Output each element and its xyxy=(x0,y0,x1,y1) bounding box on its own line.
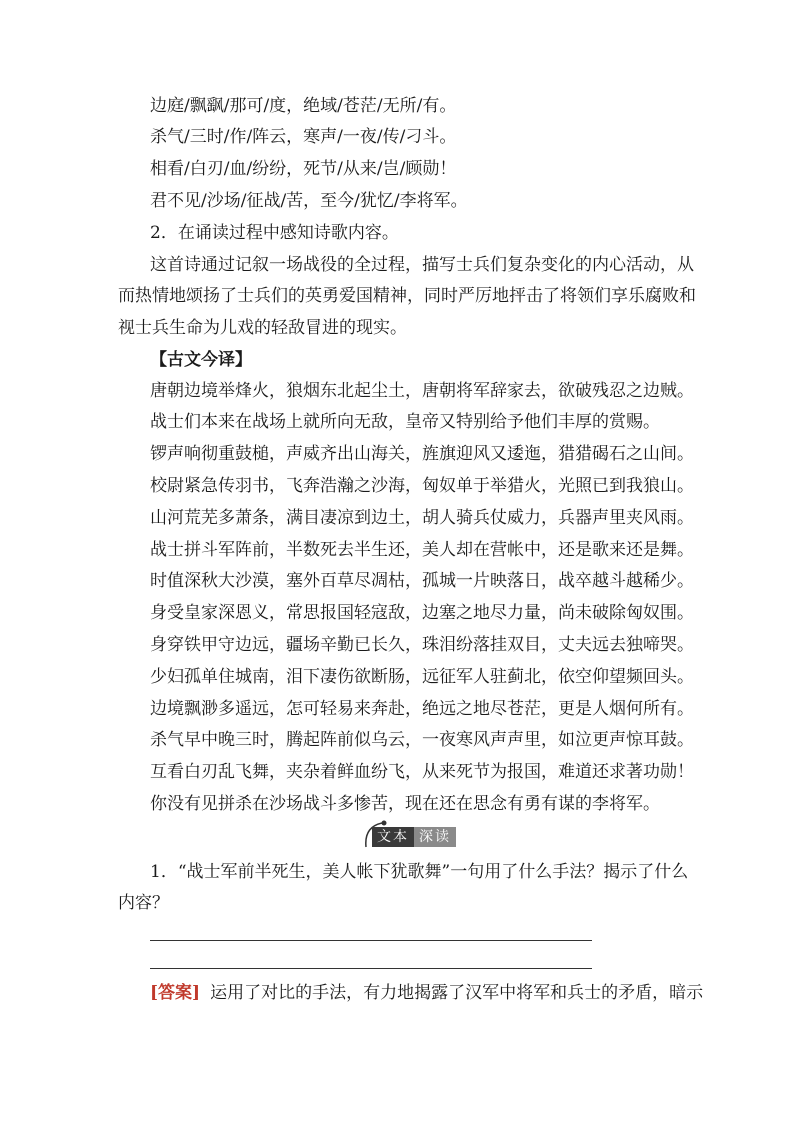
answer-line xyxy=(150,983,703,1003)
body-line: 视士兵生命为儿戏的轻敌冒进的现实。 xyxy=(118,318,407,338)
translation-line: 互看白刃乱飞舞，夹杂着鲜血纷飞，从来死节为报国，难道还求著功勋！ xyxy=(150,762,694,782)
translation-line: 身受皇家深恩义，常思报国轻寇敌，边塞之地尽力量，尚未破除匈奴围。 xyxy=(150,603,694,623)
badge-part-deep: 深读 xyxy=(414,827,456,847)
translation-line: 身穿铁甲守边远，疆场辛勤已长久，珠泪纷落挂双目，丈夫远去独啼哭。 xyxy=(150,635,694,655)
section-heading: 2．在诵读过程中感知诗歌内容。 xyxy=(150,223,399,243)
body-line: 而热情地颂扬了士兵们的英勇爱国精神，同时严厉地抨击了将领们享乐腐败和 xyxy=(118,286,696,306)
body-line: 这首诗通过记叙一场战役的全过程，描写士兵们复杂变化的内心活动，从 xyxy=(150,255,694,275)
question-line: 1．“战士军前半死生，美人帐下犹歌舞”一句用了什么手法？揭示了什么 xyxy=(150,862,689,882)
translation-line: 杀气早中晚三时，腾起阵前似乌云，一夜寒风声声里，如泣更声惊耳鼓。 xyxy=(150,730,694,750)
translation-line: 时值深秋大沙漠，塞外百草尽凋枯，孤城一片映落日，战卒越斗越稀少。 xyxy=(150,571,694,591)
badge-part-text: 文本 xyxy=(372,827,414,847)
answer-blank-line xyxy=(150,968,592,969)
translation-line: 校尉紧急传羽书，飞奔浩瀚之沙海，匈奴单于举猎火，光照已到我狼山。 xyxy=(150,476,694,496)
translation-heading: 【古文今译】 xyxy=(150,350,252,370)
section-badge xyxy=(360,817,470,851)
poem-line: 君不见/沙场/征战/苦，至今/犹忆/李将军。 xyxy=(150,191,468,211)
question-line: 内容？ xyxy=(118,893,169,913)
answer-blank-line xyxy=(150,940,592,941)
translation-line: 少妇孤单住城南，泪下凄伤欲断肠，远征军人驻蓟北，依空仰望频回头。 xyxy=(150,667,694,687)
translation-line: 唐朝边境举烽火，狼烟东北起尘土，唐朝将军辞家去，欲破残忍之边贼。 xyxy=(150,381,694,401)
answer-text: 运用了对比的手法，有力地揭露了汉军中将军和兵士的矛盾，暗示 xyxy=(210,983,704,1003)
translation-line: 战士们本来在战场上就所向无敌，皇帝又特别给予他们丰厚的赏赐。 xyxy=(150,412,660,432)
poem-line: 相看/白刃/血/纷纷，死节/从来/岂/顾勋！ xyxy=(150,159,457,179)
translation-line: 战士拼斗军阵前，半数死去半生还，美人却在营帐中，还是歌来还是舞。 xyxy=(150,540,694,560)
translation-line: 锣声响彻重鼓槌，声威齐出山海关，旌旗迎风又逶迤，猎猎碣石之山间。 xyxy=(150,444,694,464)
translation-line: 你没有见拼杀在沙场战斗多惨苦，现在还在思念有勇有谋的李将军。 xyxy=(150,794,660,814)
poem-line: 杀气/三时/作/阵云，寒声/一夜/传/刁斗。 xyxy=(150,127,457,147)
answer-tag: [答案] xyxy=(150,983,201,1003)
poem-line: 边庭/飘飖/那可/度，绝域/苍茫/无所/有。 xyxy=(150,96,457,116)
translation-line: 山河荒芜多萧条，满目凄凉到边土，胡人骑兵仗威力，兵器声里夹风雨。 xyxy=(150,508,694,528)
translation-line: 边境飘渺多遥远，怎可轻易来奔赴，绝远之地尽苍茫，更是人烟何所有。 xyxy=(150,699,694,719)
